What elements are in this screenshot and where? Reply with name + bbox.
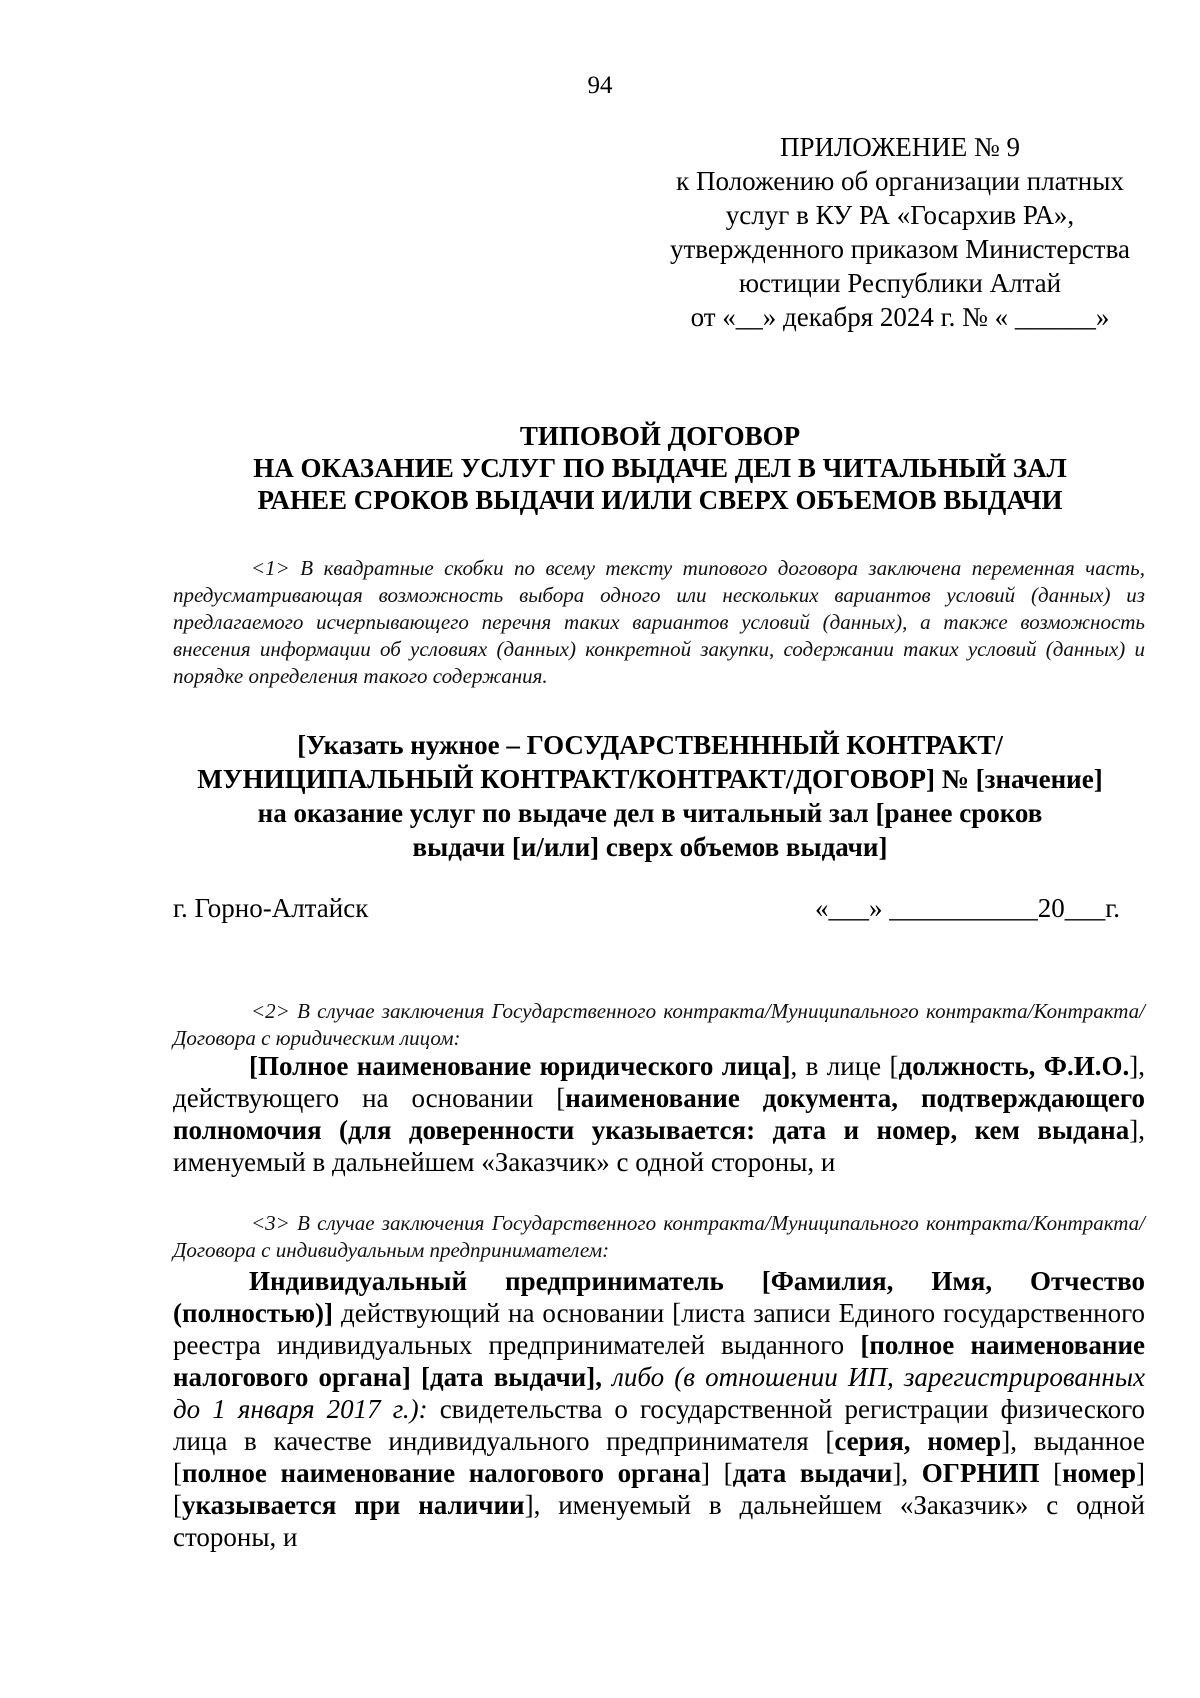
entrepreneur-paragraph <box>173 1265 1145 1553</box>
contract-title-line: на оказание услуг по выдаче дел в читальный зал [ранее сроков <box>257 798 1043 828</box>
text-segment: , в лице [ <box>790 1051 899 1081</box>
text-segment: [ <box>1039 1458 1063 1488</box>
document-title <box>120 420 1200 516</box>
appendix-header <box>620 130 1180 334</box>
appendix-line: услуг в КУ РА «Госархив РА», <box>725 200 1075 230</box>
legal-entity-paragraph <box>173 1050 1145 1178</box>
text-segment: ] [ <box>173 1458 1146 1520</box>
text-segment: ], именуемый в дальнейшем «Заказчик» с одной стороны, и <box>173 1490 1145 1552</box>
appendix-line: от «__» декабря 2024 г. № « ______» <box>690 302 1110 332</box>
bold-segment: должность, Ф.И.О. <box>898 1051 1130 1081</box>
italic-segment: либо (в отношении ИП, зарегистрированных до 1 января 2017 г.): <box>173 1362 1145 1424</box>
title-line: НА ОКАЗАНИЕ УСЛУГ ПО ВЫДАЧЕ ДЕЛ В ЧИТАЛЬНЫЙ ЗАЛ <box>253 453 1067 483</box>
bold-segment: Индивидуальный предприниматель [Фамилия, Имя, Отчество (полностью)] <box>173 1266 1145 1328</box>
city: г. Горно-Алтайск <box>173 893 369 923</box>
bold-segment: полное наименование налогового органа <box>182 1458 702 1488</box>
page-number: 94 <box>587 72 613 99</box>
text-segment: ], действующего на основании [ <box>173 1051 1145 1113</box>
contract-title-line: выдачи [и/или] сверх объемов выдачи] <box>412 832 888 862</box>
bold-segment: указывается при наличии <box>182 1490 525 1520</box>
text-segment: ] [ <box>701 1458 733 1488</box>
bold-segment: дата выдачи <box>732 1458 893 1488</box>
title-line: ТИПОВОЙ ДОГОВОР <box>519 421 801 451</box>
text-segment <box>411 1362 421 1392</box>
bold-segment: ОГРНИП <box>921 1458 1040 1488</box>
bold-segment: серия, номер <box>834 1426 1002 1456</box>
appendix-line: к Положению об организации платных <box>676 166 1124 196</box>
contract-title-line: МУНИЦИПАЛЬНЫЙ КОНТРАКТ/КОНТРАКТ/ДОГОВОР] № [значение] <box>197 764 1103 794</box>
contract-title <box>150 728 1150 864</box>
bold-segment: [дата выдачи], <box>421 1362 602 1392</box>
bold-segment: номер <box>1062 1458 1137 1488</box>
footnote-2: <2> В случае заключения Государственного контракта/Муниципального контракта/Контракта/Договора с юридическим лицом: <box>173 999 1145 1050</box>
bold-segment: [Полное наименование юридического лица] <box>249 1051 791 1081</box>
appendix-line: утвержденного приказом Министерства <box>669 234 1130 264</box>
text-segment: действующий на основании [листа записи Единого государственного реестра индивидуальных предпринимателей выданного <box>173 1298 1145 1360</box>
appendix-line: ПРИЛОЖЕНИЕ № 9 <box>779 132 1021 162</box>
bold-segment: [полное наименование налогового органа] <box>173 1330 1145 1392</box>
text-segment: ], выданное [ <box>173 1426 1145 1488</box>
title-line: РАНЕЕ СРОКОВ ВЫДАЧИ И/ИЛИ СВЕРХ ОБЪЕМОВ ВЫДАЧИ <box>257 485 1063 515</box>
text-segment: ], <box>892 1458 922 1488</box>
contract-date: «___» ___________20___г. <box>815 893 1121 923</box>
bold-segment: наименование документа, подтверждающего полномочия (для доверенности указывается: дата и номер, кем выдана <box>173 1083 1145 1145</box>
text-segment: ], именуемый в дальнейшем «Заказчик» с одной стороны, и <box>173 1115 1145 1177</box>
text-segment: свидетельства о государственной регистрации физического лица в качестве индивидуального предпринимателя [ <box>173 1394 1145 1456</box>
appendix-line: юстиции Республики Алтай <box>738 268 1062 298</box>
footnote-1: <1> В квадратные скобки по всему тексту типового договора заключена переменная часть, предусматривающая возможность выбора одного или нескольких вариантов условий (данных) из предлагаемого исчерпывающего перечня таких вариантов условий (данных), а также возможность внесения информации об условиях (данных) конкретной закупки, содержании таких условий (данных) и порядке определения такого содержания. <box>173 556 1145 688</box>
footnote-3: <3> В случае заключения Государственного контракта/Муниципального контракта/Контракта/Договора с индивидуальным предпринимателем: <box>173 1211 1145 1262</box>
contract-title-line: [Указать нужное – ГОСУДАРСТВЕНННЫЙ КОНТРАКТ/ <box>297 730 1003 760</box>
